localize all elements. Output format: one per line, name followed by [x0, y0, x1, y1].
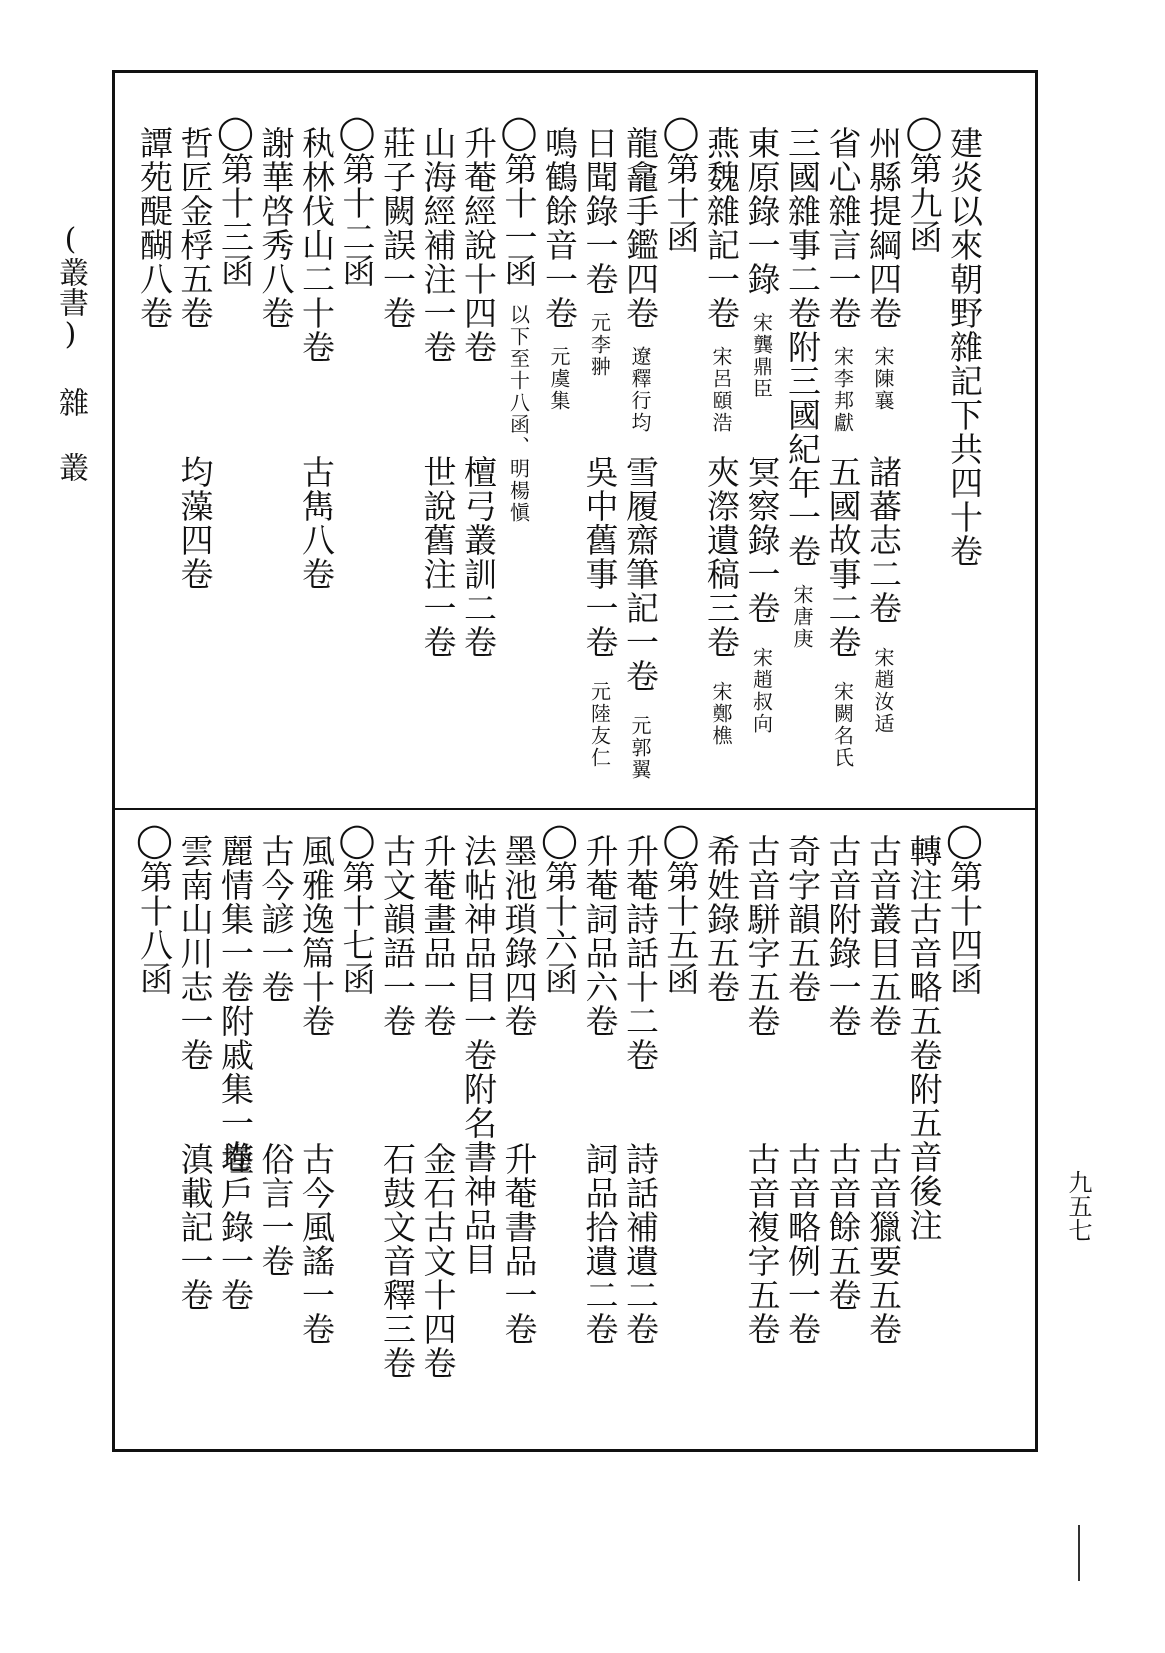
top-title: 建炎以來朝野雜記下共四十卷	[945, 126, 984, 568]
top-author-note: 元虞集	[547, 346, 571, 412]
top-entry	[864, 126, 903, 412]
bottom-second-entry	[742, 1142, 782, 1346]
bottom-second-title: 詩話補遺二卷	[621, 1142, 660, 1346]
bottom-second-title: 詞品拾遺二卷	[580, 1142, 620, 1346]
top-entry	[904, 112, 944, 254]
bottom-second-title: 石鼓文音釋三卷	[378, 1142, 417, 1380]
bottom-second-title: 古今風謠一卷	[297, 1142, 336, 1346]
top-second-entry	[702, 455, 741, 747]
top-second-entry	[580, 455, 620, 769]
bottom-second-entry	[823, 1142, 863, 1312]
top-title: 升菴經說十四卷	[459, 126, 498, 364]
bottom-second-title: 金石古文十四卷	[418, 1142, 458, 1380]
bottom-title: ◯第十五函	[661, 820, 701, 996]
top-second-author-note: 宋鄭樵	[709, 681, 733, 747]
bottom-second-entry	[378, 1142, 417, 1380]
top-entry	[945, 126, 984, 568]
top-second-title: 雪履齋筆記一卷	[621, 455, 660, 693]
top-second-entry	[621, 455, 660, 781]
bottom-entry	[621, 834, 660, 1072]
top-second-author-note: 元陸友仁	[587, 681, 612, 769]
top-entry	[418, 126, 458, 364]
top-title: ◯第十一函	[499, 112, 539, 288]
top-second-title: 吳中舊事一卷	[580, 455, 620, 659]
bottom-second-entry	[297, 1142, 336, 1346]
bottom-second-entry	[499, 1142, 539, 1346]
top-second-entry	[864, 455, 903, 735]
bottom-entry	[216, 834, 255, 1174]
top-title: 山海經補注一卷	[418, 126, 458, 364]
bottom-second-title: 古音略例一卷	[783, 1142, 822, 1346]
side-label: (叢書) 雜 叢	[53, 222, 88, 482]
top-entry	[621, 126, 660, 434]
top-second-title: 冥察錄一卷	[742, 455, 782, 625]
bottom-title: 雲南山川志一卷	[175, 834, 215, 1072]
top-second-author-note: 宋趙叔向	[749, 647, 774, 735]
bottom-entry	[256, 834, 296, 1004]
top-entry	[661, 112, 701, 254]
top-second-entry	[175, 455, 215, 591]
top-entry	[702, 126, 741, 434]
bottom-second-entry	[418, 1142, 458, 1380]
top-author-note: 宋陳襄	[871, 346, 895, 412]
top-author-note: 宋李邦獻	[830, 346, 855, 434]
bottom-second-entry	[783, 1142, 822, 1346]
bottom-second-entry	[256, 1142, 296, 1278]
bottom-entry	[783, 834, 822, 1004]
bottom-entry	[297, 834, 336, 1038]
bottom-entry	[702, 834, 741, 1004]
bottom-entry	[337, 820, 377, 996]
top-entry	[175, 126, 215, 330]
bottom-title: 法帖神品目一卷附名書神品目	[459, 834, 498, 1276]
bottom-second-entry	[216, 1142, 255, 1312]
top-title: 莊子闕誤一卷	[378, 126, 417, 330]
top-author-note: 宋呂頤浩	[709, 346, 733, 434]
top-title: ◯第十函	[661, 112, 701, 254]
bottom-second-entry	[621, 1142, 660, 1346]
top-second-title: 諸蕃志二卷	[864, 455, 903, 625]
bottom-title: 古音附錄一卷	[823, 834, 863, 1038]
bottom-second-entry	[175, 1142, 215, 1312]
top-entry	[337, 112, 377, 288]
top-second-author-note: 元郭翼	[628, 715, 652, 781]
top-second-entry	[418, 455, 458, 659]
bottom-entry	[175, 834, 215, 1072]
bottom-entry	[540, 820, 579, 996]
bottom-entry	[742, 834, 782, 1038]
top-title: 謝華啓秀八卷	[256, 126, 296, 330]
top-second-title: 古雋八卷	[297, 455, 336, 591]
bottom-entry	[904, 834, 944, 1242]
top-entry	[297, 126, 336, 364]
bottom-title: 升菴詩話十二卷	[621, 834, 660, 1072]
top-author-note: 宋龔鼎臣	[749, 312, 774, 400]
top-title: 譚苑醍醐八卷	[135, 126, 174, 330]
page-number: 九五七	[1064, 1170, 1092, 1242]
top-title: 秇林伐山二十卷	[297, 126, 336, 364]
top-title: 州縣提綱四卷	[864, 126, 903, 330]
bottom-title: 風雅逸篇十卷	[297, 834, 336, 1038]
top-author-note: 宋唐庚	[790, 584, 814, 650]
bottom-second-entry	[864, 1142, 903, 1346]
bottom-title: 升菴詞品六卷	[580, 834, 620, 1038]
bottom-second-title: 滇載記一卷	[175, 1142, 215, 1312]
top-title: 省心雜言一卷	[823, 126, 863, 330]
bottom-second-title: 升菴書品一卷	[499, 1142, 539, 1346]
top-title: 鳴鶴餘音一卷	[540, 126, 579, 330]
bottom-title: 麗情集一卷附戚集一卷	[216, 834, 255, 1174]
bottom-second-title: 古音複字五卷	[742, 1142, 782, 1346]
top-title: 龍龕手鑑四卷	[621, 126, 660, 330]
top-entry	[378, 126, 417, 330]
top-entry	[823, 126, 863, 434]
top-second-title: 世說舊注一卷	[418, 455, 458, 659]
bottom-title: 希姓錄五卷	[702, 834, 741, 1004]
bottom-entry	[499, 834, 539, 1038]
section-divider	[115, 808, 1035, 810]
top-entry	[580, 126, 620, 378]
top-author-note: 元李翀	[587, 312, 612, 378]
top-second-title: 夾漈遺稿三卷	[702, 455, 741, 659]
bottom-entry	[661, 820, 701, 996]
bottom-second-title: 俗言一卷	[256, 1142, 296, 1278]
top-second-entry	[297, 455, 336, 591]
bottom-entry	[378, 834, 417, 1038]
top-second-entry	[823, 455, 863, 769]
top-entry	[742, 126, 782, 400]
bottom-title: 轉注古音略五卷附五音後注	[904, 834, 944, 1242]
bottom-entry	[580, 834, 620, 1038]
bottom-title: 古今諺一卷	[256, 834, 296, 1004]
bottom-title: 古文韻語一卷	[378, 834, 417, 1038]
top-title: 哲匠金桴五卷	[175, 126, 215, 330]
top-second-author-note: 宋趙汝适	[871, 647, 895, 735]
top-second-author-note: 宋闕名氏	[830, 681, 855, 769]
top-author-note: 以下至十八函、明楊愼	[506, 304, 531, 524]
bottom-entry	[945, 820, 984, 996]
bottom-title: ◯第十七函	[337, 820, 377, 996]
top-second-title: 檀弓叢訓二卷	[459, 455, 498, 659]
bottom-second-entry	[580, 1142, 620, 1346]
bottom-entry	[418, 834, 458, 1038]
top-title: ◯第十二函	[337, 112, 377, 288]
bottom-title: 古音叢目五卷	[864, 834, 903, 1038]
margin-mark	[1078, 1525, 1080, 1581]
top-entry	[540, 126, 579, 412]
bottom-second-title: 古音餘五卷	[823, 1142, 863, 1312]
top-second-title: 均藻四卷	[175, 455, 215, 591]
bottom-title: 古音駢字五卷	[742, 834, 782, 1038]
bottom-title: ◯第十四函	[945, 820, 984, 996]
top-entry	[256, 126, 296, 330]
top-entry	[499, 112, 539, 524]
top-title: 東原錄一錄	[742, 126, 782, 296]
bottom-entry	[135, 820, 174, 996]
top-entry	[783, 126, 822, 650]
top-title: 日聞錄一卷	[580, 126, 620, 296]
bottom-second-title: 墐戶錄一卷	[216, 1142, 255, 1312]
bottom-entry	[459, 834, 498, 1276]
top-title: ◯第十三函	[216, 112, 255, 288]
top-entry	[459, 126, 498, 364]
top-title: 燕魏雜記一卷	[702, 126, 741, 330]
top-second-entry	[459, 455, 498, 659]
bottom-second-title: 古音獵要五卷	[864, 1142, 903, 1346]
top-title: ◯第九函	[904, 112, 944, 254]
bottom-entry	[823, 834, 863, 1038]
bottom-entry	[864, 834, 903, 1038]
bottom-title: ◯第十八函	[135, 820, 174, 996]
bottom-title: 墨池瑣錄四卷	[499, 834, 539, 1038]
top-author-note: 遼釋行均	[628, 346, 652, 434]
bottom-title: 奇字韻五卷	[783, 834, 822, 1004]
bottom-title: ◯第十六函	[540, 820, 579, 996]
bottom-title: 升菴畫品一卷	[418, 834, 458, 1038]
top-second-title: 五國故事二卷	[823, 455, 863, 659]
top-entry	[135, 126, 174, 330]
top-second-entry	[742, 455, 782, 735]
top-entry	[216, 112, 255, 288]
top-title: 三國雜事二卷附三國紀年一卷	[783, 126, 822, 568]
